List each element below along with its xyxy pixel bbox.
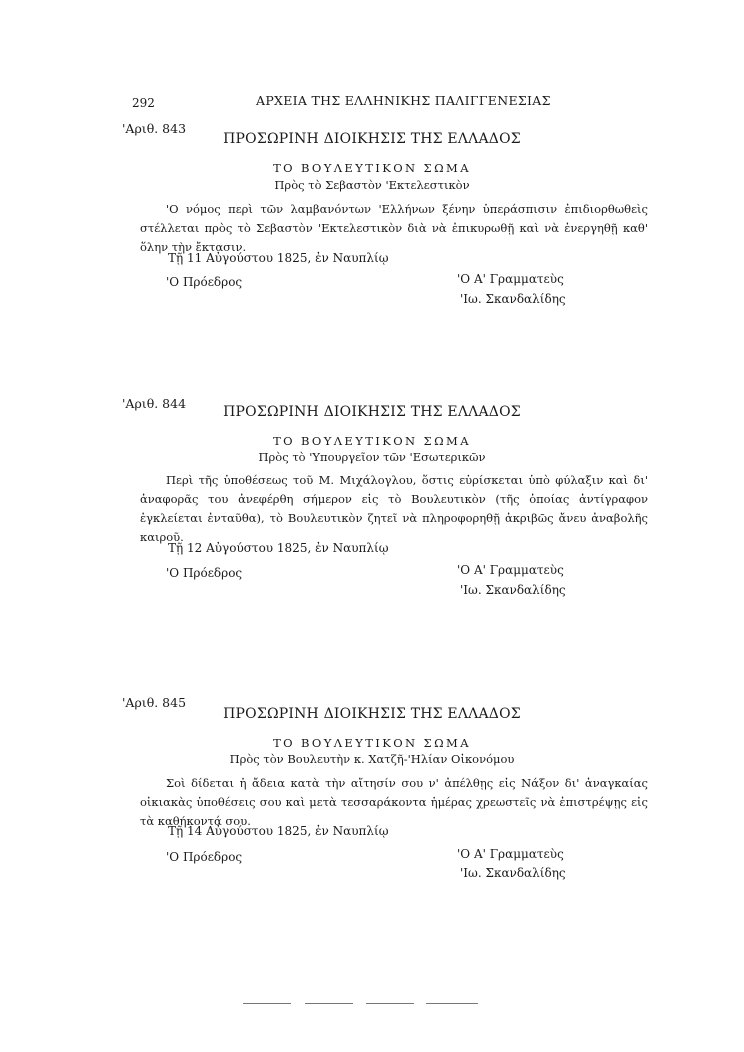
date-line: Τῇ 14 Αὐγούστου 1825, ἐν Ναυπλίῳ (168, 824, 389, 838)
secretary-title: 'Ο Α' Γραμματεὺς (457, 272, 564, 286)
government-heading: ΠΡΟΣΩΡΙΝΗ ΔΙΟΙΚΗΣΙΣ ΤΗΣ ΕΛΛΑΔΟΣ (223, 706, 521, 722)
president-signature: 'Ο Πρόεδρος (166, 275, 243, 289)
running-title: ΑΡΧΕΙΑ ΤΗΣ ΕΛΛΗΝΙΚΗΣ ΠΑΛΙΓΓΕΝΕΣΙΑΣ (256, 93, 551, 108)
entry-text: Περὶ τῆς ὑποθέσεως τοῦ Μ. Μιχάλογλου, ὅστις εὑρίσκεται ὑπὸ φύλαξιν καὶ δι' ἀναφορᾶς του ἀνεφέρθη σήμερον εἰς τὸ Βουλευτικὸν (τῆς ὁποίας ἀντίγραφον ἐγκλείεται ἐνταῦθα), τὸ Βουλευτικὸν ζητεῖ νὰ πληροφορηθῇ ἀκριβῶς ἄνευ ἀναβολῆς καιροῦ. (140, 473, 648, 544)
secretary-name: 'Ιω. Σκανδαλίδης (460, 866, 566, 880)
entry-number: 'Αριθ. 843 (122, 121, 187, 136)
body-heading: ΤΟ ΒΟΥΛΕΥΤΙΚΟΝ ΣΩΜΑ (273, 434, 471, 448)
recipient-line: Πρὸς τὸν Βουλευτὴν κ. Χατζῆ-'Ηλίαν Οἰκονόμου (229, 752, 515, 766)
entry-text: 'Ο νόμος περὶ τῶν λαμβανόντων 'Ελλήνων ξένην ὑπεράσπισιν ἐπιδιορθωθεὶς στέλλεται πρὸς τὸ Σεβαστὸν 'Εκτελεστικὸν διὰ νὰ ἐπικυρωθῇ καὶ νὰ ἐνεργηθῇ καθ' ὅλην τὴν ἔκτασιν. (140, 202, 648, 254)
secretary-title: 'Ο Α' Γραμματεὺς (457, 847, 564, 861)
entry-text: Σοὶ δίδεται ἡ ἄδεια κατὰ τὴν αἴτησίν σου ν' ἀπέλθῃς εἰς Νάξον δι' ἀναγκαίας οἰκιακὰς ὑποθέσεις σου καὶ μετὰ τεσσαράκοντα ἡμέρας χρεωστεῖς νὰ ἐπιστρέψῃς εἰς τὰ καθήκοντά σου. (140, 776, 648, 828)
entry-number: 'Αριθ. 845 (122, 695, 187, 710)
footer-rule (366, 1003, 414, 1004)
government-heading: ΠΡΟΣΩΡΙΝΗ ΔΙΟΙΚΗΣΙΣ ΤΗΣ ΕΛΛΑΔΟΣ (223, 131, 521, 147)
date-line: Τῇ 12 Αὐγούστου 1825, ἐν Ναυπλίῳ (168, 541, 389, 555)
secretary-name: 'Ιω. Σκανδαλίδης (460, 292, 566, 306)
recipient-line: Πρὸς τὸ 'Υπουργεῖον τῶν 'Εσωτερικῶν (258, 450, 486, 464)
footer-rule (243, 1003, 291, 1004)
government-heading: ΠΡΟΣΩΡΙΝΗ ΔΙΟΙΚΗΣΙΣ ΤΗΣ ΕΛΛΑΔΟΣ (223, 404, 521, 420)
president-signature: 'Ο Πρόεδρος (166, 566, 243, 580)
footer-rule (305, 1003, 353, 1004)
date-line: Τῇ 11 Αὐγούστου 1825, ἐν Ναυπλίῳ (168, 251, 389, 265)
entry-number: 'Αριθ. 844 (122, 396, 187, 411)
secretary-title: 'Ο Α' Γραμματεὺς (457, 563, 564, 577)
president-signature: 'Ο Πρόεδρος (166, 850, 243, 864)
footer-rule (426, 1003, 478, 1004)
recipient-line: Πρὸς τὸ Σεβαστὸν 'Εκτελεστικὸν (274, 178, 470, 192)
body-heading: ΤΟ ΒΟΥΛΕΥΤΙΚΟΝ ΣΩΜΑ (273, 161, 471, 175)
body-heading: ΤΟ ΒΟΥΛΕΥΤΙΚΟΝ ΣΩΜΑ (273, 736, 471, 750)
page-number: 292 (132, 96, 155, 110)
secretary-name: 'Ιω. Σκανδαλίδης (460, 583, 566, 597)
